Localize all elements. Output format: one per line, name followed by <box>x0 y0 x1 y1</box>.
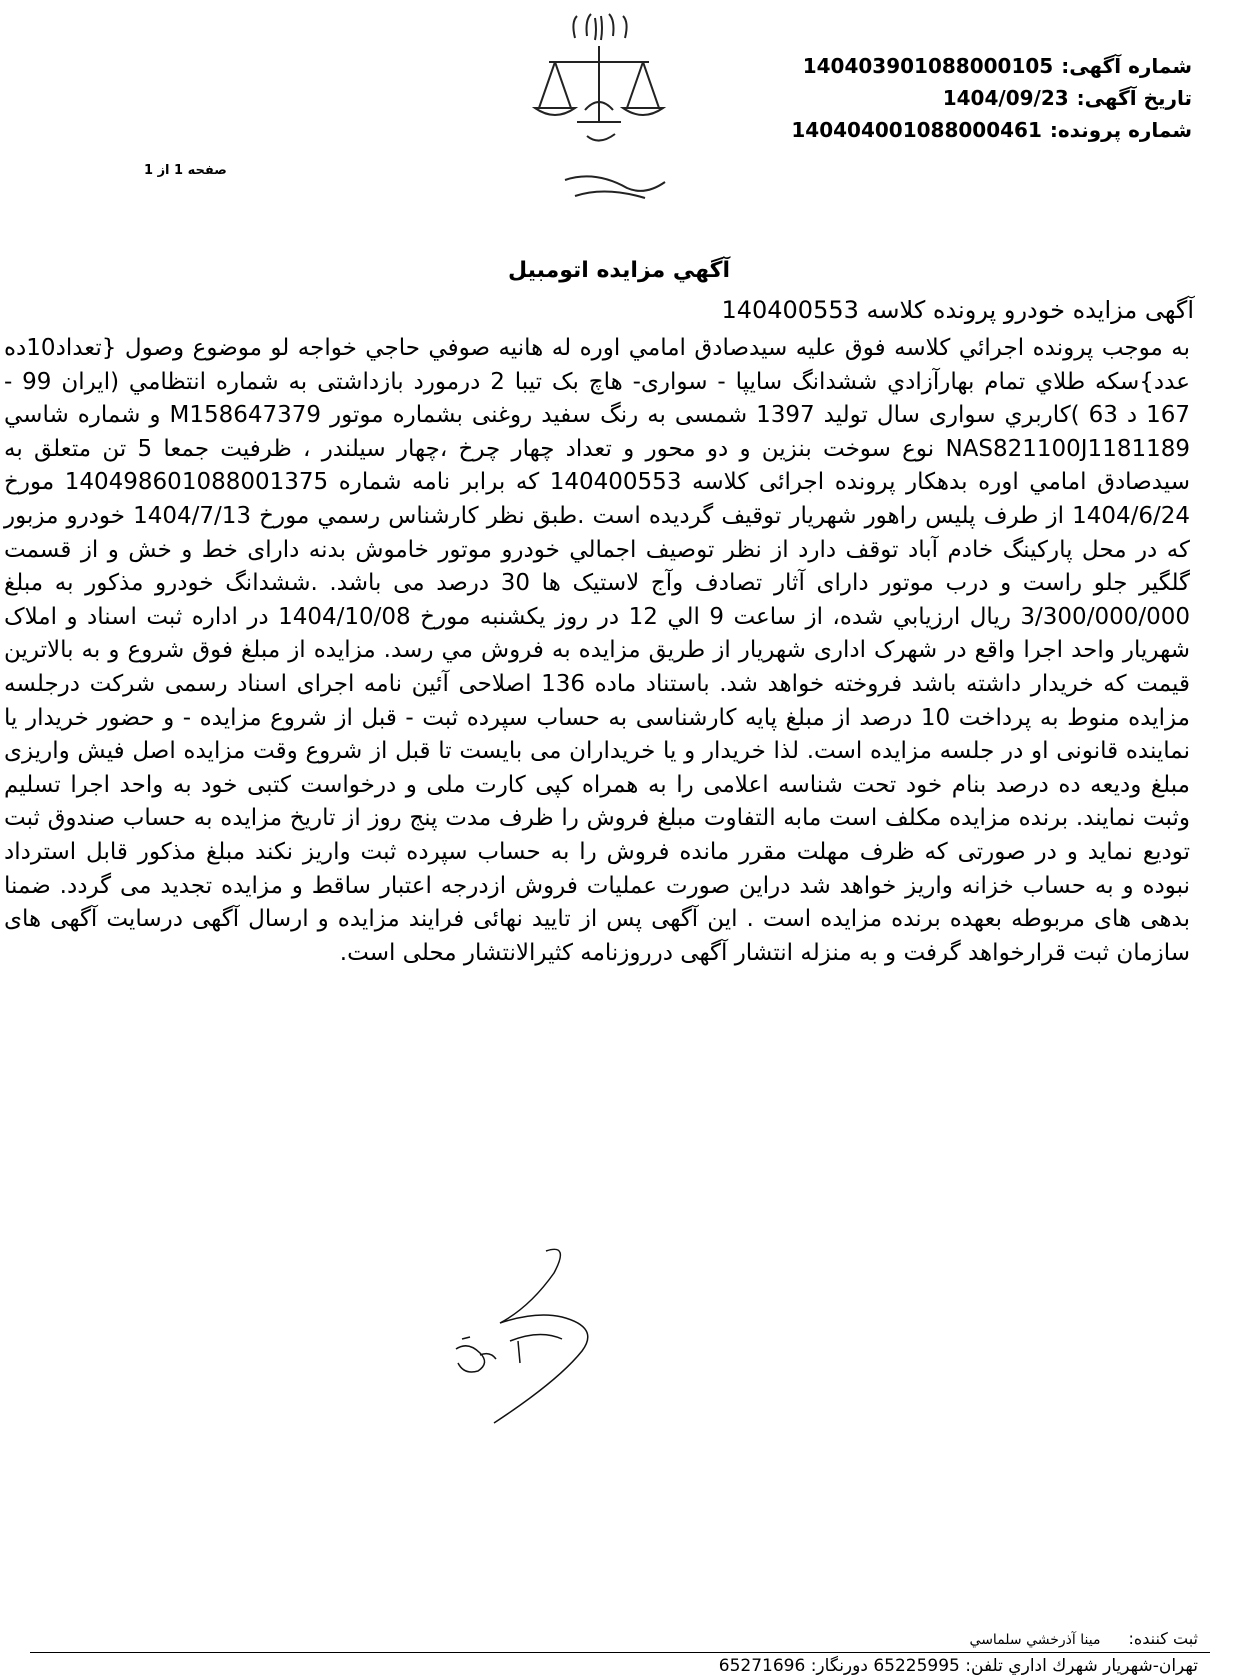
file-number: 140404001088000461 <box>791 118 1042 142</box>
registrar-name: مینا آذرخشي سلماسي <box>969 1632 1101 1648</box>
file-number-label: شماره پرونده: <box>1049 118 1192 142</box>
judiciary-emblem-icon <box>515 10 685 210</box>
signature-icon <box>450 1245 630 1425</box>
notice-date-label: تاریخ آگهی: <box>1076 86 1192 110</box>
notice-date: 1404/09/23 <box>942 86 1069 110</box>
notice-title: آگهي مزايده اتومبيل <box>507 258 731 283</box>
page-indicator: صفحه 1 از 1 <box>144 163 227 178</box>
notice-number-label: شماره آگهی: <box>1061 54 1192 78</box>
footer-divider <box>30 1652 1210 1653</box>
footer-address: تهران-شهريار شهرك اداري تلفن: 65225995 دورنگار: 65271696 <box>718 1656 1198 1676</box>
notice-subtitle: آگهی مزایده خودرو پرونده کلاسه 140400553 <box>721 296 1194 324</box>
notice-body: به موجب پرونده اجرائي كلاسه فوق عليه سيدصادق امامي اوره له هانيه صوفي حاجي خواجه لو موضوع وصول {تعداد10ده عدد}سكه طلاي تمام بهارآزادي ششدانگ سایپا - سواری- هاچ بک تیبا 2 درمورد بازداشتی به شماره انتظامي (ايران 99 - 167 د 63 )كاربري سواری سال توليد 1397 شمسی به رنگ سفید روغنی بشماره موتور M158647379 و شماره شاسي NAS821100J1181189 نوع سوخت بنزين و دو محور و تعداد چهار چرخ ،چهار سيلندر ، ظرفيت جمعا 5 تن متعلق به سیدصادق امامي اوره بدهكار پرونده اجرائی کلاسه 140400553 که برابر نامه شماره 140498601088001375 مورخ 1404/6/24 از طرف پلیس راهور شهریار توقیف گردیده است .طبق نظر كارشناس رسمي مورخ 1404/7/13 خودرو مزبور که در محل پارکینگ خادم آباد توقف دارد از نظر توصيف اجمالي خودرو موتور خاموش بدنه دارای خط و خش و از قسمت گلگیر جلو راست و درب موتور دارای آثار تصادف وآج لاستیک ها 30 درصد می باشد. .ششدانگ خودرو مذكور به مبلغ 3/300/000/000 ريال ارزيابي شده، از ساعت 9 الي 12 در روز یکشنبه مورخ 1404/10/08 در اداره ثبت اسناد و املاک شهریار واحد اجرا واقع در شهرک اداری شهریار از طريق مزايده به فروش مي رسد. مزايده از مبلغ فوق شروع و به بالاترين قيمت كه خريدار داشته باشد فروخته خواهد شد. باستناد ماده 136 اصلاحی آئين نامه اجرای اسناد رسمی شرکت درجلسه مزایده منوط به پرداخت 10 درصد از مبلغ پایه کارشناسی به حساب سپرده ثبت - قبل از شروع مزایده - و حضور خریدار یا نماینده قانونی او در جلسه مزایده است. لذا خریدار و یا خریداران می بایست تا قبل از شروع وقت مزایده اصل فیش واریزی مبلغ ودیعه ده درصد بنام خود تحت شناسه اعلامی را به همراه کپی کارت ملی و درخواست کتبی خود به واحد اجرا تسلیم وثبت نمایند. برنده مزایده مکلف است مابه التفاوت مبلغ فروش را ظرف مدت پنج روز از تاریخ مزایده به حساب صندوق ثبت تودیع نماید و در صورتی که ظرف مهلت مقرر مانده فروش را به حساب سپرده ثبت واریز نکند مبلغ مذکور قابل استرداد نبوده و به حساب خزانه واریز خواهد شد دراین صورت عملیات فروش ازدرجه اعتبار ساقط و مزایده تجدید می گردد. ضمنا بدهی های مربوطه بعهده برنده مزایده است . این آگهی پس از تایید نهائی فرایند مزایده و ارسال آگهی درسایت آگهی های سازمان ثبت قرارخواهد گرفت و به منزله انتشار آگهی درروزنامه کثیرالانتشار محلی است. <box>4 335 1191 966</box>
notice-meta <box>791 50 1192 146</box>
file-number-row <box>791 114 1192 146</box>
registrar-row <box>970 1629 1198 1648</box>
notice-number: 140403901088000105 <box>802 54 1054 78</box>
notice-number-row <box>791 50 1192 82</box>
registrar-label: ثبت کننده: <box>1128 1629 1198 1648</box>
notice-date-row <box>791 82 1192 114</box>
